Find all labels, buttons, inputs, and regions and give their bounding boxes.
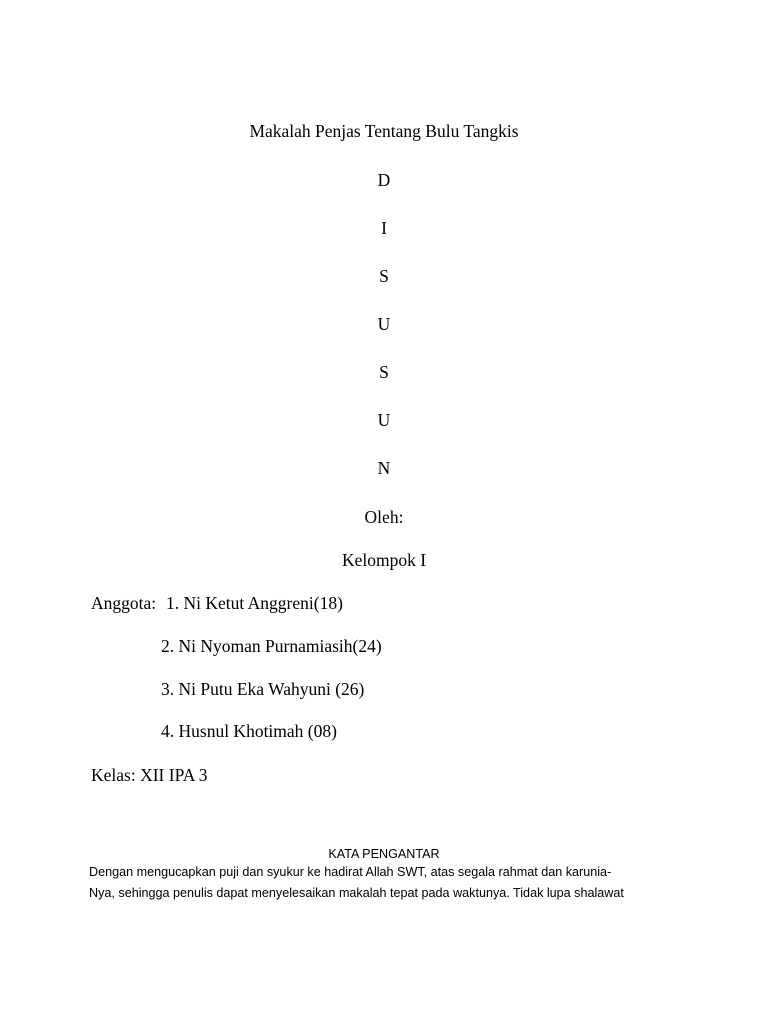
paragraph-line: Nya, sehingga penulis dapat menyelesaikan makalah tepat pada waktunya. Tidak lupa shalawat (89, 886, 624, 900)
disusun-letter: S (379, 362, 389, 382)
kelas-label: Kelas: XII IPA 3 (91, 765, 208, 785)
disusun-letter: I (381, 218, 387, 238)
disusun-letter: D (377, 170, 391, 190)
disusun-letter: S (379, 266, 389, 286)
anggota-label: Anggota: (91, 593, 157, 613)
disusun-letter: N (377, 458, 391, 478)
oleh-label: Oleh: (364, 507, 404, 527)
disusun-letter: U (377, 410, 391, 430)
kata-pengantar-heading: KATA PENGANTAR (328, 847, 440, 861)
member-item: 1. Ni Ketut Anggreni(18) (166, 593, 343, 613)
paragraph-line: Dengan mengucapkan puji dan syukur ke hadirat Allah SWT, atas segala rahmat dan karunia- (89, 865, 612, 879)
kelompok-label: Kelompok I (341, 550, 427, 570)
disusun-letter: U (377, 314, 391, 334)
document-title: Makalah Penjas Tentang Bulu Tangkis (249, 121, 519, 141)
member-item: 2. Ni Nyoman Purnamiasih(24) (161, 636, 382, 656)
member-item: 4. Husnul Khotimah (08) (161, 721, 337, 741)
member-item: 3. Ni Putu Eka Wahyuni (26) (161, 679, 365, 699)
